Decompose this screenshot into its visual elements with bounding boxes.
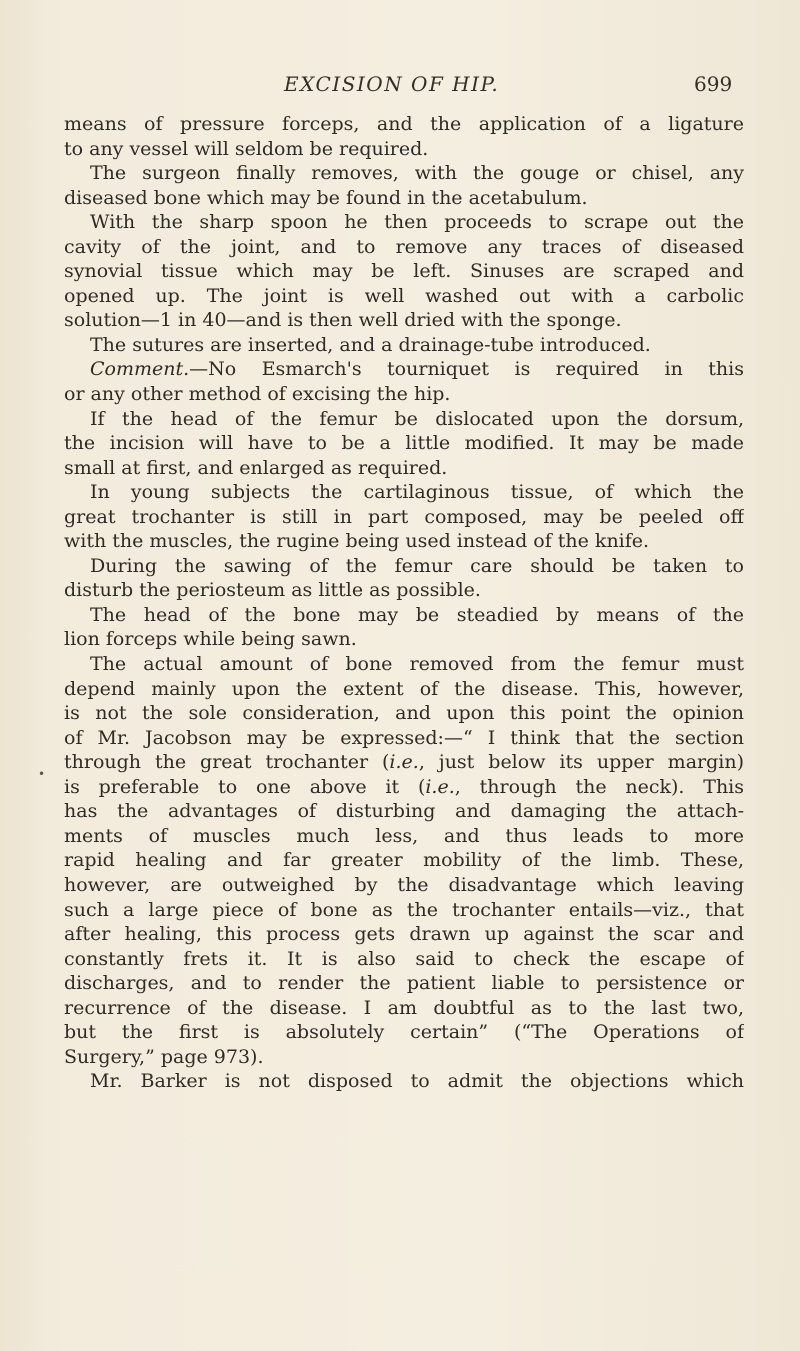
margin-mark: • xyxy=(38,767,46,781)
text-line: The sutures are inserted, and a drainage-tube introduced. xyxy=(90,333,651,356)
text-line: is preferable to one above it (i.e., through the neck). This xyxy=(64,775,744,798)
text-line: or any other method of excising the hip. xyxy=(64,383,451,406)
text-line: solution—1 in 40—and is then well dried with the sponge. xyxy=(64,309,622,332)
text-line: Mr. Barker is not disposed to admit the objections which xyxy=(90,1070,744,1093)
text-line: The head of the bone may be steadied by means of the xyxy=(90,603,744,626)
text-line: the incision will have to be a little modified. It may be made xyxy=(64,432,744,455)
text-line: such a large piece of bone as the trochanter entails—viz., that xyxy=(64,898,744,921)
running-title: EXCISION OF HIP. xyxy=(284,72,500,96)
text-line: cavity of the joint, and to remove any traces of diseased xyxy=(64,235,744,258)
text-line: to any vessel will seldom be required. xyxy=(64,137,429,160)
text-line: is not the sole consideration, and upon this point the opinion xyxy=(64,702,744,725)
text-line: constantly frets it. It is also said to check the escape of xyxy=(64,947,744,970)
text-line: recurrence of the disease. I am doubtful as to the last two, xyxy=(64,996,744,1019)
text-line: after healing, this process gets drawn up against the scar and xyxy=(64,923,744,946)
text-line: diseased bone which may be found in the acetabulum. xyxy=(64,186,588,209)
text-line: great trochanter is still in part composed, may be peeled off xyxy=(64,505,744,528)
text-line: but the first is absolutely certain” (“The Operations of xyxy=(64,1021,744,1044)
text-line: with the muscles, the rugine being used instead of the knife. xyxy=(64,530,650,553)
text-line: discharges, and to render the patient liable to persistence or xyxy=(64,972,744,995)
running-head xyxy=(0,72,800,102)
text-line: With the sharp spoon he then proceeds to scrape out the xyxy=(90,211,744,234)
body-text xyxy=(64,112,744,1094)
text-line: In young subjects the cartilaginous tissue, of which the xyxy=(90,481,744,504)
text-line: small at first, and enlarged as required. xyxy=(64,456,448,479)
page-number: 699 xyxy=(694,72,733,96)
text-line: depend mainly upon the extent of the disease. This, however, xyxy=(64,677,744,700)
text-line: opened up. The joint is well washed out with a carbolic xyxy=(64,284,744,307)
text-line: has the advantages of disturbing and damaging the attach- xyxy=(64,800,744,823)
text-line: of Mr. Jacobson may be expressed:—“ I think that the section xyxy=(64,726,744,749)
text-line: however, are outweighed by the disadvantage which leaving xyxy=(64,873,744,896)
text-line: disturb the periosteum as little as possible. xyxy=(64,579,481,602)
text-line: ments of muscles much less, and thus leads to more xyxy=(64,824,744,847)
text-line: means of pressure forceps, and the application of a ligature xyxy=(64,113,744,135)
text-line: During the sawing of the femur care should be taken to xyxy=(90,554,744,577)
text-line: synovial tissue which may be left. Sinuses are scraped and xyxy=(64,260,744,283)
text-line: If the head of the femur be dislocated upon the dorsum, xyxy=(90,407,744,430)
text-line: through the great trochanter (i.e., just below its upper margin) xyxy=(64,751,744,774)
text-line: Comment.—No Esmarch's tourniquet is required in this xyxy=(90,358,744,381)
text-line: rapid healing and far greater mobility of the limb. These, xyxy=(64,849,744,872)
text-line: The surgeon finally removes, with the gouge or chisel, any xyxy=(90,162,744,185)
text-line: Surgery,” page 973). xyxy=(64,1045,264,1068)
text-line: lion forceps while being sawn. xyxy=(64,628,357,651)
text-line: The actual amount of bone removed from the femur must xyxy=(90,653,744,676)
